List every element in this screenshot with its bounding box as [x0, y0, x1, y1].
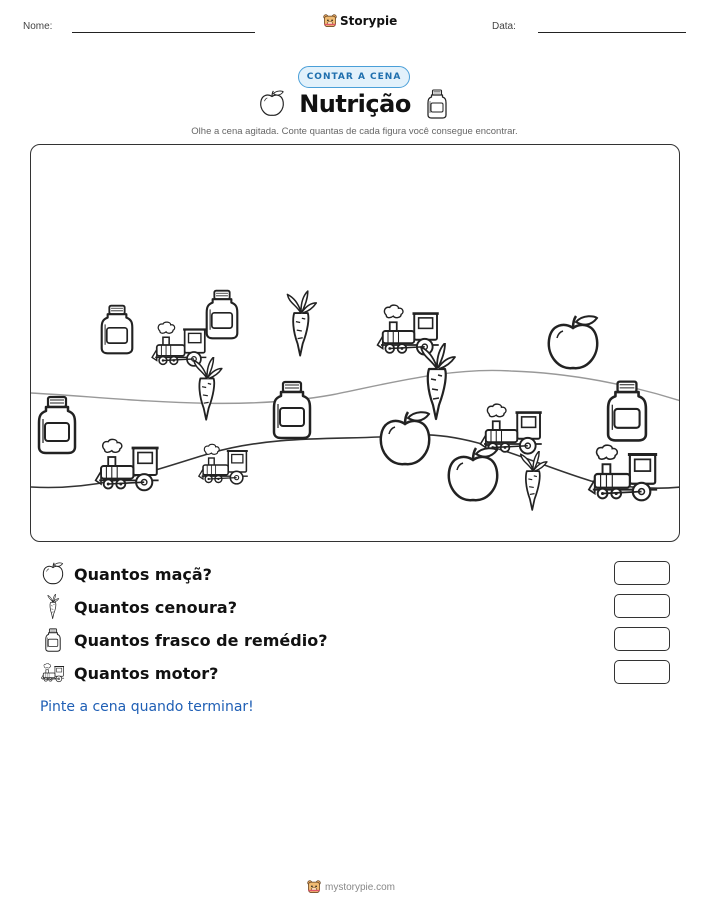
scene-drawing [31, 145, 680, 542]
train-engine-icon [152, 322, 206, 366]
carrot-icon [287, 291, 316, 356]
name-label: Nome: [23, 21, 53, 32]
apple-icon [258, 89, 286, 119]
train-engine-icon [481, 404, 542, 453]
counting-scene[interactable] [30, 144, 680, 542]
question-text: Quantos frasco de remédio? [74, 630, 328, 650]
question-text: Quantos maçã? [74, 564, 212, 584]
carrot-icon [194, 357, 222, 420]
carrot-icon [40, 595, 66, 619]
medicine-jar-icon [427, 89, 447, 119]
question-row-train-engine [40, 661, 670, 685]
train-engine-icon [96, 439, 159, 490]
question-text: Quantos motor? [74, 663, 219, 683]
brand [323, 14, 397, 28]
train-engine-icon [40, 661, 66, 685]
finish-instruction: Pinte a cena quando terminar! [40, 699, 254, 715]
instructions: Olhe a cena agitada. Conte quantas de cada figura você consegue encontrar. [191, 126, 518, 137]
apple-icon [381, 412, 429, 464]
medicine-jar-icon [102, 306, 133, 354]
date-field-line[interactable] [538, 32, 686, 33]
answer-box-train-engine[interactable] [614, 660, 670, 684]
train-engine-icon [589, 445, 657, 500]
hill-line-back [31, 370, 680, 403]
carrot-icon [421, 343, 455, 419]
storypie-logo-icon [307, 880, 321, 894]
answer-box-medicine-jar[interactable] [614, 627, 670, 651]
medicine-jar-icon [39, 397, 75, 453]
answer-box-apple[interactable] [614, 561, 670, 585]
question-row-carrot [40, 595, 670, 619]
train-engine-icon [378, 305, 439, 354]
apple-icon [40, 562, 66, 586]
medicine-jar-icon [274, 382, 310, 438]
apple-icon [449, 448, 497, 500]
carrot-icon [521, 451, 547, 510]
storypie-logo-icon [323, 14, 337, 28]
activity-type-badge: CONTAR A CENA [298, 66, 410, 88]
medicine-jar-icon [40, 628, 66, 652]
medicine-jar-icon [608, 382, 646, 441]
answer-box-carrot[interactable] [614, 594, 670, 618]
question-row-apple [40, 562, 670, 586]
page-title: Nutrição [299, 90, 411, 118]
apple-icon [549, 316, 597, 368]
footer-url: mystorypie.com [325, 881, 396, 893]
date-label: Data: [492, 21, 516, 32]
medicine-jar-icon [207, 291, 238, 339]
question-row-medicine-jar [40, 628, 670, 652]
name-field-line[interactable] [72, 32, 255, 33]
question-text: Quantos cenoura? [74, 597, 237, 617]
footer [307, 880, 395, 894]
brand-name: Storypie [340, 14, 398, 28]
